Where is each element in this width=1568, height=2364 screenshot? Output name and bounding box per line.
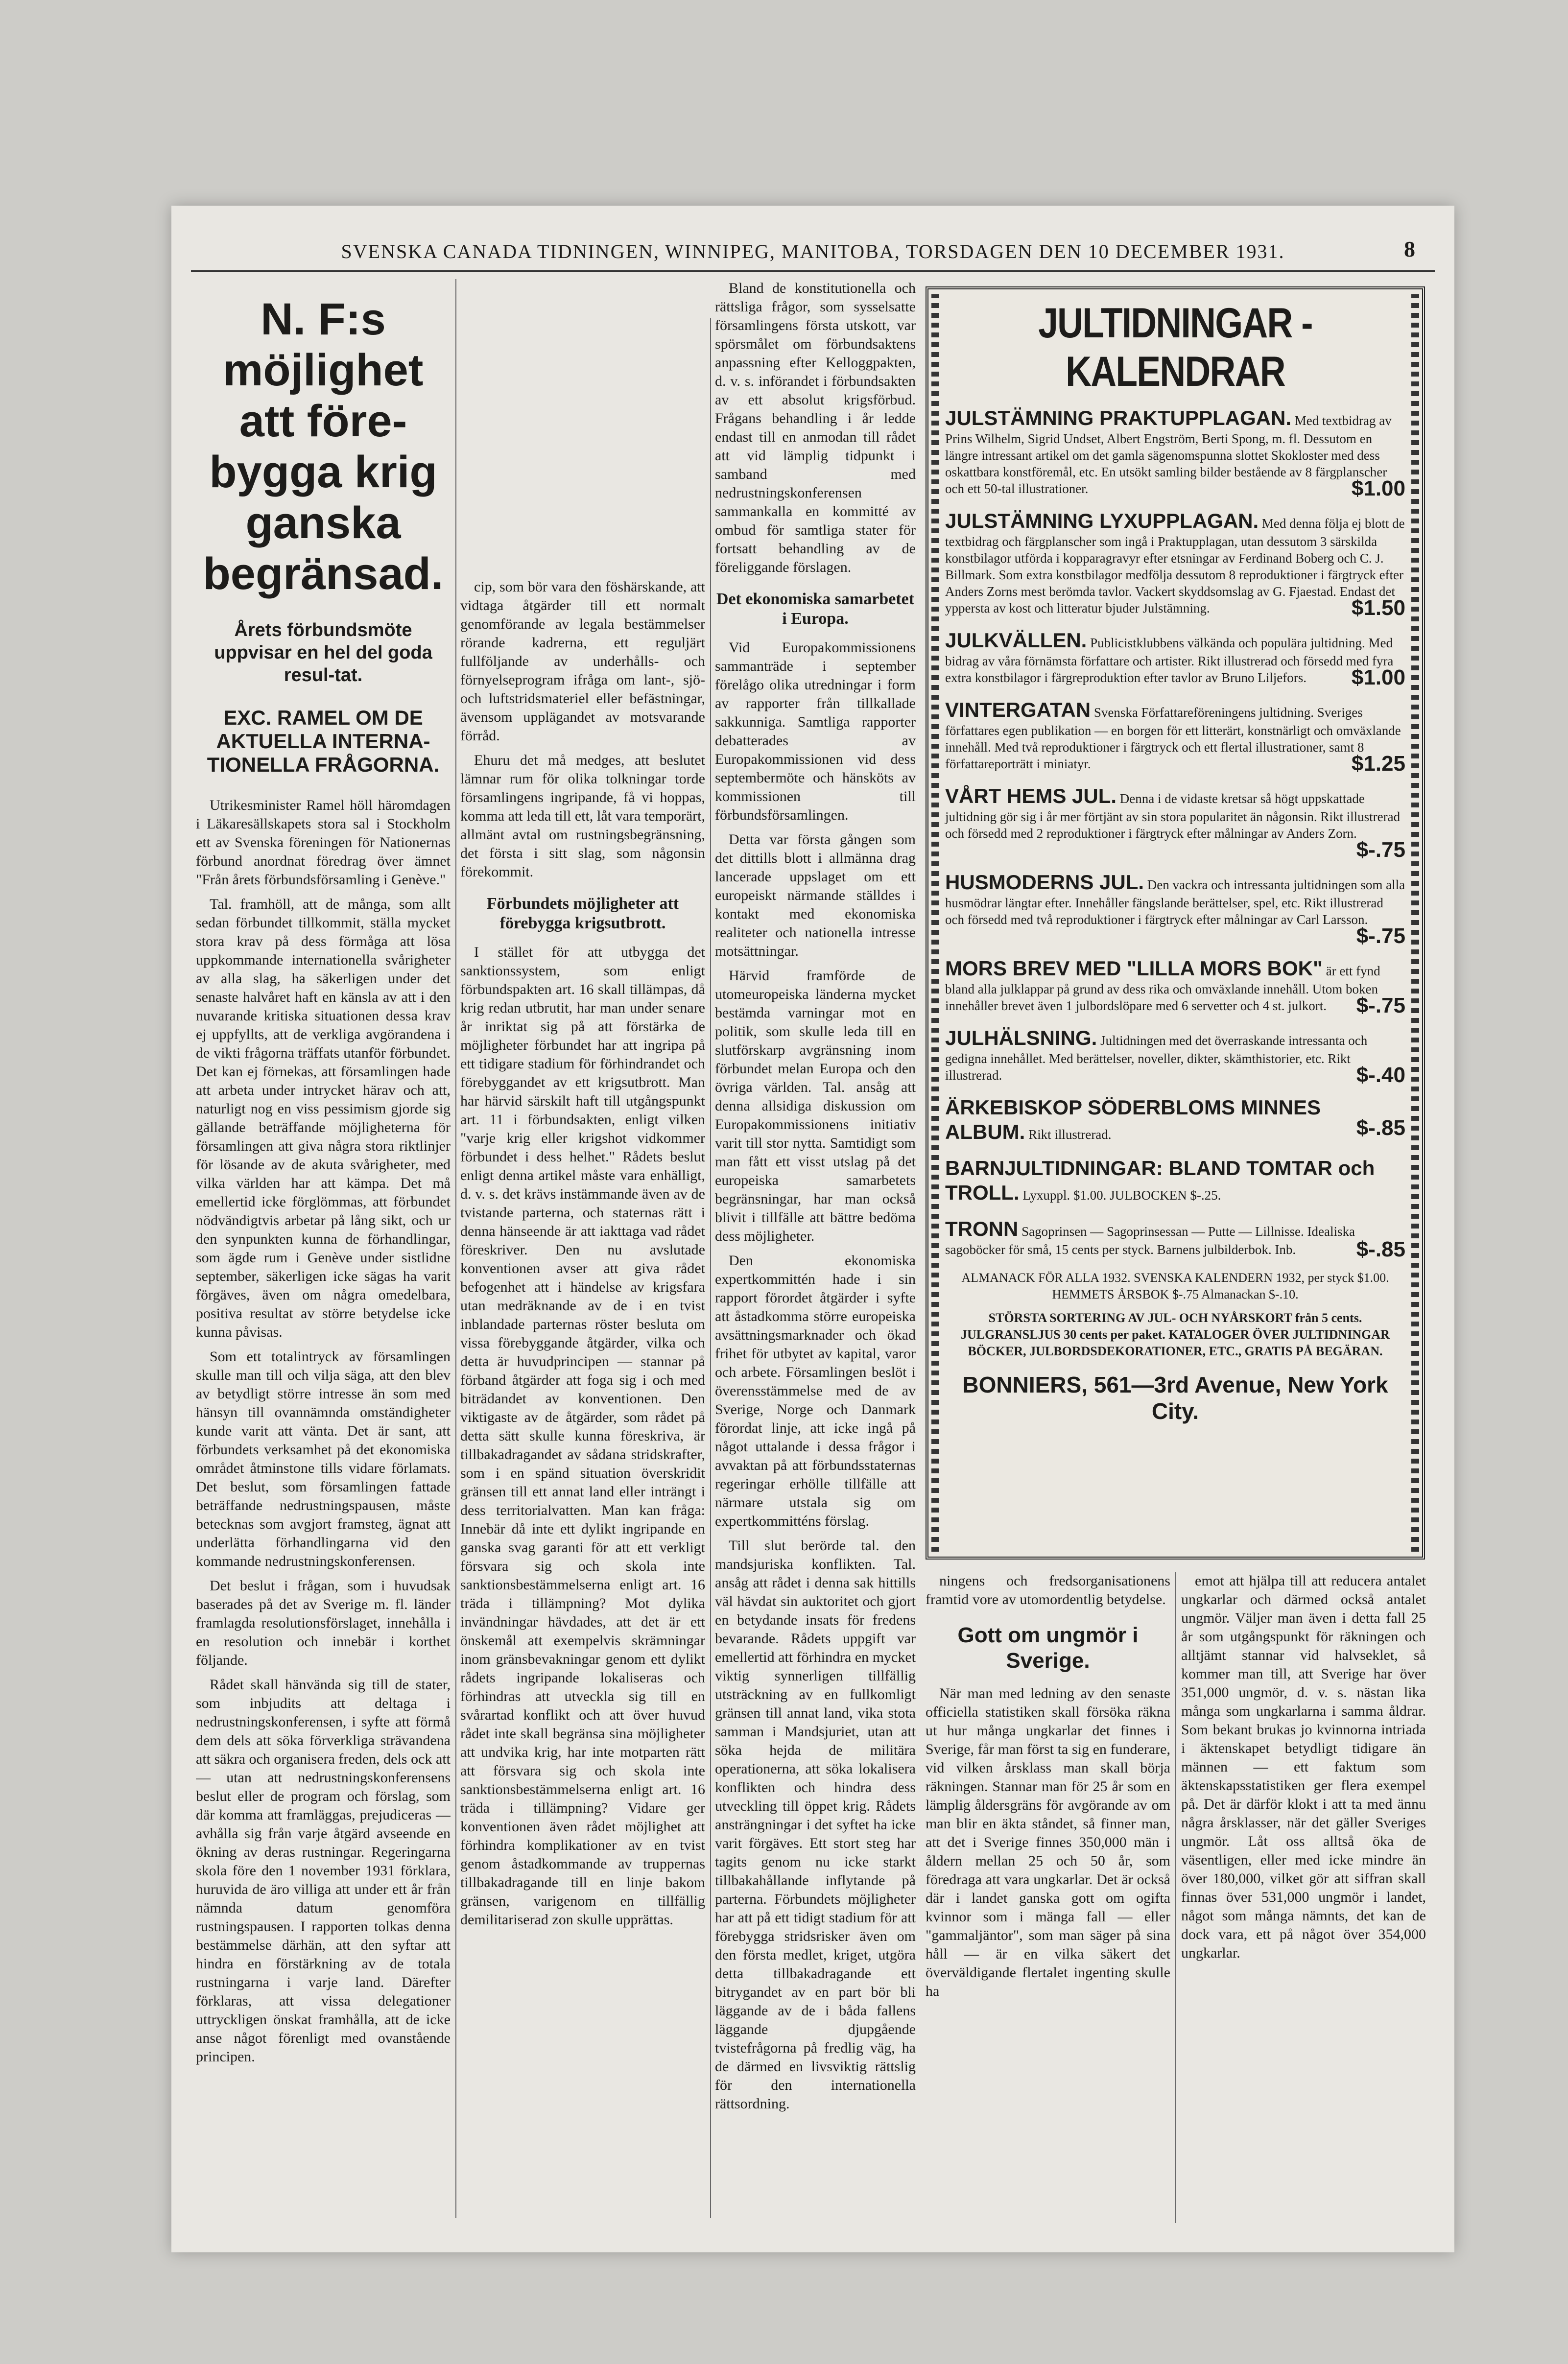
ad-item-description: Med textbidrag av Prins Wilhelm, Sigrid Undset, Albert Engström, Berti Spong, m. fl. Dessutom en längre intressant artikel om det gamla sägenomspunna slottet Skokloster med dess oskattbara konstföremål, etc. En utsökt samling bilder bestående av 8 färgplanscher och ett 50-tal illustrationer. xyxy=(945,413,1392,496)
masthead-rule xyxy=(191,270,1435,272)
ad-item-name: VINTERGATAN xyxy=(945,698,1091,721)
ad-item xyxy=(945,1095,1405,1144)
ad-title: JULTIDNINGAR - KALENDRAR xyxy=(1038,300,1312,395)
ad-item-name: JULSTÄMNING LYXUPPLAGAN. xyxy=(945,509,1259,532)
section-heading: Det ekonomiska samarbetet i Europa. xyxy=(716,590,915,628)
ad-item-name: JULKVÄLLEN. xyxy=(945,629,1087,652)
ad-footer-cards: STÖRSTA SORTERING AV JUL- OCH NYÅRSKORT från 5 cents. JULGRANSLJUS 30 cents per paket. KATALOGER ÖVER JULTIDNINGAR BÖCKER, JULBORDSDEKORATIONER, ETC., GRATIS PÅ BEGÄRAN. xyxy=(961,1311,1390,1358)
ad-item xyxy=(945,1217,1405,1261)
ad-item-price: $-.75 xyxy=(1356,924,1405,948)
paragraph: Vid Europakommissionens sammanträde i september förelågo olika utredningar i form av rapporter från tillkallade sakkunniga. Samtliga rapporter debatterades av Europakommissionen vid dess septembermöte och hänsköts av kommissionen till förbundsförsamlingen. xyxy=(715,639,916,823)
ad-item-name: JULSTÄMNING PRAKTUPPLAGAN. xyxy=(945,406,1292,429)
paragraph: emot att hjälpa till att reducera antalet ungkarlar och därmed också antalet ungmör. Väljer man även i detta fall 25 år som utgångspunkt för räkningen och alltjämt stannar vid halvseklet, så kommer man till, att Sverige har över 351,000 ungmör, d. v. s. nästan lika många som ungkarlarna i samma åldrar. Som bekant brukas jo kvinnorna intriada i äktenskapet betydligt tidigare än männen — ett faktum som äktenskapsstatistiken ger flera exempel på. Det är därför klokt i att ta med ännu några årsklasser, när det gäller Sveriges ungmör. Låt oss alltså öka de väsentligen, eller med icke mindre än över 180,000, vilket gör att siffran skall finnas över 531,000 ungmör i landet, något som många nämnts, det kan de dock vara, ett på något över 354,000 ungkarlar. xyxy=(1181,1573,1426,1961)
ad-item xyxy=(945,628,1405,689)
article-deck: Årets förbundsmöte uppvisar en hel del goda resul-tat. xyxy=(214,620,432,686)
ad-items xyxy=(945,406,1405,1261)
paragraph: Till slut berörde tal. den mandsjuriska konflikten. Tal. ansåg att rådet i denna sak hittills väl hävdat sin auktoritet och gjort en betydande insats för fredens bevarande. Rådets uppgift var emellertid att förhindra en mycket viktig synnerligen tillfällig utsträckning av en fullkomligt gränsen till annat land, vika stota samman i Mandsjuriet, utan att söka hejda de militära operationerna, att söka lokalisera konflikten och hindra dess utveckling till öppet krig. Rådets ansträngningar i det syftet ha icke varit förgäves. Ett stort steg har tagits genom nu icke starkt tillbakahållande inflytande på parterna. Förbundets möjligheter har att på ett tidigt stadium för att förebygga stridsrisker även om den första medlet, kriget, utgöra detta tillbakadragande ett bitrygandet av en part bör bli läggande av de i båda fallens läggande djupgående tvistefrågorna på fredlig väg, ha de därmed en livsviktig rättslig för den internationella rättsordning. xyxy=(715,1537,916,2112)
ad-item-name: ÄRKEBISKOP SÖDERBLOMS MINNES ALBUM. xyxy=(945,1096,1321,1143)
paragraph: ningens och fredsorganisationens framtid vore av utomordentlig betydelse. xyxy=(926,1573,1170,1608)
ad-item xyxy=(945,870,1405,948)
paragraph: Detta var första gången som det dittills blott i allmänna drag lancerade uppslaget om ett europeiskt närmande ställdes i kontakt med ekonomiska realiteter och nationella intresse motsättningar. xyxy=(715,831,916,959)
ad-item xyxy=(945,698,1405,776)
ad-item-price: $1.00 xyxy=(1351,476,1405,500)
column-divider xyxy=(455,279,456,2218)
ad-item-name: BARNJULTIDNINGAR: BLAND TOMTAR och TROLL. xyxy=(945,1157,1375,1204)
ad-item-name: TRONN xyxy=(945,1217,1019,1240)
paragraph: Rådet skall hänvända sig till de stater, som inbjudits att deltaga i nedrustningskonferensen, i syfte att förmå dem dels att söka förverkliga strävandena att säkra och organisera freden, dels ock att — utan att nedrustningskonferensens beslut eller de program och förslag, som där komma att framläggas, prejudiceras — avhålla sig från varje åtgärd avseende en ökning av deras rustningar. Regeringarna skola före den 1 november 1931 förklara, huruvida de äro villiga att under ett år från nämnda datum genomföra rustningspausen. I rapporten tolkas denna bestämmelse därhän, att den syftar att hindra en förstärkning av de totala rustningarna i varje land. Därefter förklaras, att vissa delegationer uttryckligen önskat framhålla, att de icke anse något förenligt med ovanstående principen. xyxy=(196,1677,451,2065)
ad-item-price: $1.00 xyxy=(1351,665,1405,689)
ad-publisher-address: BONNIERS, 561—3rd Avenue, New York City. xyxy=(962,1372,1388,1424)
ad-item xyxy=(945,784,1405,862)
paragraph: När man med ledning av den senaste officiella statistiken skall försöka räkna ut hur många ungkarlar det finnes i Sverige, får man först ta sig en funderare, vid vilken årsklass man skall börja räkningen. Stannar man för 25 år som en lämplig åldersgräns för avgörande av om man blir en äkta ståndet, så finner man, att det i Sverige finnes 350,000 män i åldern mellan 25 och 50 år, som föredraga att vara ungkarlar. Det är också där i landet ganska gott om ogifta kvinnor som i mänga fall — eller "gammaljäntor", som man säger på sina håll — är en vilka säkert det överväldigande flertalet ingenting skulle ha xyxy=(926,1685,1170,1999)
ad-item-name: JULHÄLSNING. xyxy=(945,1026,1097,1049)
ad-item-description: Rikt illustrerad. xyxy=(1028,1127,1112,1142)
article-subhead: EXC. RAMEL OM DE AKTUELLA INTERNA-TIONELLA FRÅGORNA. xyxy=(207,706,440,776)
ad-item-description: Svenska Författareföreningens jultidning. Sveriges författares egen publikation — en borgen för ett litterärt, konstnärligt och omväxlande innehåll. Med två reproduktioner i färgtryck och ett flertal illustrationer, samt 8 författareporträtt i miniatyr. xyxy=(945,705,1401,771)
ad-item-description: Den vackra och intressanta jultidningen som alla husmödrar längtar efter. Innehåller fängslande berättelser, spel, etc. Rikt illustrerad och försedd med två reproduktioner i färgtryck efter målningar av Carl Larsson. xyxy=(945,877,1405,927)
column-divider xyxy=(710,318,711,2218)
paragraph: Som ett totalintryck av församlingen skulle man till och vilja säga, att den blev av betydligt större intresse än som med hänsyn till ovannämnda omständigheter kunde varit att vänta. Det är sant, att förbundets verksamhet på det ekonomiska området åtminstone tills vidare förlamats. Det beslut, som församlingen fattade beträffande nedrustningspausen, måste betecknas som avgjort framsteg, ägnat att underlätta förhandlingarna vid den kommande nedrustningskonferensen. xyxy=(196,1348,451,1569)
ad-item xyxy=(945,956,1405,1017)
section-heading: Gott om ungmör i Sverige. xyxy=(957,1623,1139,1673)
ad-item-description: Jultidningen med det överraskande intressanta och gedigna innehållet. Med berättelser, noveller, dikter, skämthistorier, etc. Rikt illustrerad. xyxy=(945,1033,1368,1083)
ad-item-description: Publicistklubbens välkända och populära jultidning. Med bidrag av våra förnämsta författare och artister. Rikt illustrerad och försedd med fyra extra konstbilagor i färgreproduktion efter tavlor av Bruno Liljefors. xyxy=(945,636,1394,685)
ad-item-description: Denna i de vidaste kretsar så högt uppskattade jultidning gör sig i år mer förtjänt av sin stora popularitet än någonsin. Rikt illustrerad och försedd med 2 reproduktioner i färgtryck efter målningar av Anders Zorn. xyxy=(945,791,1401,841)
masthead: SVENSKA CANADA TIDNINGEN, WINNIPEG, MANITOBA, TORSDAGEN DEN 10 DECEMBER 1931. xyxy=(341,240,1285,262)
column-divider xyxy=(1175,1572,1176,2223)
article-headline: N. F:s möjlighet att före-bygga krig ganska begränsad. xyxy=(203,294,444,599)
ad-item-price: $-.40 xyxy=(1356,1063,1405,1087)
ad-item-name: VÅRT HEMS JUL. xyxy=(945,784,1117,807)
paragraph: Den ekonomiska expertkommittén hade i sin rapport förordet åtgärder i syfte att åstadkomma större europeiska avsättningsmarknader och ökad frihet för utbytet av kapital, varor och arbete. Församlingen beslöt i överensstämmelse med de av Sverige, Norge och Danmark förordat linje, att icke ingå på något uttalande i dessa frågor i avvaktan på att förbundsstaternas regeringar erhölle tillfälle att närmare utstala sig om expertkommitténs förslag. xyxy=(715,1253,916,1529)
ad-item-description: Lyxuppl. $1.00. JULBOCKEN $-.25. xyxy=(1022,1188,1221,1203)
newspaper-page xyxy=(171,206,1454,2252)
column-4 xyxy=(926,1572,1170,2223)
ad-item-name: MORS BREV MED "LILLA MORS BOK" xyxy=(945,957,1323,980)
page-number: 8 xyxy=(1404,236,1415,261)
ad-item xyxy=(945,1156,1405,1205)
ad-border-ornament xyxy=(931,294,939,1552)
ad-border-ornament xyxy=(1411,294,1419,1552)
paragraph: I stället för att utbygga det sanktionssystem, som enligt förbundspakten art. 16 skall tillämpas, då krig redan utbrutit, har man under senare år inriktat sig på att förstärka de möjligheter förbundet har att ingripa på ett tidigare stadium för förhindrandet och förebyggandet av ett krigsutbrott. Man har härvid särskilt haft till utgångspunkt art. 11 i förbundsakten, enligt vilken "varje krig eller krigshot vidkommer förbundet i dess helhet." Rådets beslut enligt denna artikel måste vara enhälligt, d. v. s. det krävs instämmande även av de tvistande parterna, och staternas rätt i denna hänseende är att iakttaga vad rådet föreskriver. Den nu avslutade konventionen avser att giva rådet befogenhet att i händelse av krigsfara utan medräknande av de i en tvist inblandade parternas röster besluta om vissa förebyggande åtgärder, vilka och detta är huvudprincipen — stannar på förband åtgärder att foga sig i och med biträdandet av konventionen. Den viktigaste av de åtgärder, som rådet på detta sätt skulle kunna föreskriva, är tillbakadragandet av sådana stridskrafter, som i en spänd situation överskridit gränsen till ett annat land eller inträngt i dess territorialvatten. Man kan fråga: Innebär då inte ett dylikt ingripande en ganska svag garanti för att ett verkligt försvara sig och skola inte sanktionsbestämmelserna enligt art. 16 träda i tillämpning? Mot dylika invändningar hävdades, att det är ett önskemål att exempelvis skrämningar inom gränsbevakningar genom ett dylikt rådets ingripande lokaliseras och förhindras att utveckla sig till en svårartad konflikt och att över huvud rådet inte skall begränsa sina möjligheter att undvika krig, har inte motparten rätt att försvara sig och skola inte sanktionsbestämmelserna enligt art. 16 träda i tillämpning? Vidare ger konventionen även rådet möjlighet att förhindra komplikationer av en tvist genom åstadkommande av truppernas tillbakadragande till en linje bakom gränsen, varigenom en tillfällig demilitariserad zon skulle upprättas. xyxy=(460,944,705,1928)
ad-item xyxy=(945,1026,1405,1087)
ad-item xyxy=(945,406,1405,500)
ad-item-description: Sagoprinsen — Sagoprinsessan — Putte — Lillnisse. Idealiska sagoböcker för små, 15 cents per styck. Barnens julbilderbok. Inb. xyxy=(945,1224,1355,1257)
column-3 xyxy=(715,279,916,2218)
paragraph: Ehuru det må medges, att beslutet lämnar rum för olika tolkningar torde församlingens ingripande, få vi hoppas, komma att leda till ett, låt vara temporärt, allmänt avtal om rustningsbegränsning, det första i sitt slag, som någonsin förekommit. xyxy=(460,752,705,880)
ad-item-name: HUSMODERNS JUL. xyxy=(945,871,1144,894)
paragraph: Bland de konstitutionella och rättsliga frågor, som sysselsatte församlingens första utskott, var spörsmålet om förbundsaktens anpassning efter Kelloggpakten, d. v. s. införandet i förbundsakten av ett absolut krigsförbud. Frågans behandling i år ledde endast till en anmodan till rådet att vid lämplig tidpunkt i samband med nedrustningskonferensen sammankalla en kommitté av ombud för samtliga stater för fortsatt behandling av de föreliggande förslagen. xyxy=(715,280,916,575)
ad-item-description: är ett fynd bland alla julklappar på grund av dess rika och omväxlande innehåll. Utom boken innehåller brevet även 1 julbordslöpare med 6 servetter och 4 st. julkort. xyxy=(945,964,1380,1013)
ad-item-description: Med denna följa ej blott de textbidrag och färgplanscher som ingå i Praktupplagan, utan dessutom 3 särskilda konstbilagor utförda i kopparagravyr efter etsningar av Ferdinand Boberg och C. J. Billmark. Som extra konstbilagor medfölja dessutom 8 reproduktioner i färgtryck efter Anders Zorns mest berömda tavlor. Vackert skyddsomslag av G. Fjaestad. Endast det yppersta av kost och litteratur bjuder Julstämning. xyxy=(945,516,1405,615)
ad-item-price: $-.75 xyxy=(1356,993,1405,1017)
ad-item-price: $1.50 xyxy=(1351,596,1405,620)
column-5 xyxy=(1181,1572,1426,2223)
ad-footer-almanack: ALMANACK FÖR ALLA 1932. SVENSKA KALENDERN 1932, per styck $1.00. HEMMETS ÅRSBOK $-.75 Almanackan $-.10. xyxy=(961,1271,1389,1301)
paragraph: cip, som bör vara den föshärskande, att vidtaga åtgärder till ett normalt genomförande av legala bestämmelser rörande kadrerna, ett reguljärt fullföljande av underhålls- och förnyelseprogram ifråga om lant-, sjö- och luftstridsmateriel eller befästningar, ävensom upplägandet av motsvarande förråd. xyxy=(460,579,705,744)
ad-item-price: $-.85 xyxy=(1356,1237,1405,1261)
column-2 xyxy=(460,578,705,2218)
section-heading: Förbundets möjligheter att förebygga krigsutbrott. xyxy=(486,895,679,932)
ad-item-price: $1.25 xyxy=(1351,752,1405,776)
paragraph: Härvid framförde de utomeuropeiska länderna mycket bestämda varningar mot en politik, som skulle leda till en slutförskarp avgränsning inom förbundet melan Europa och den övriga världen. Tal. ansåg att denna allsidiga diskussion om Europakommissionens initiativ varit till stor nytta. Samtidigt som man fått ett visst utslag på det europeiska samarbetets begränsningar, har man också blivit i tillfälle att bättre bedöma dess möjligheter. xyxy=(715,968,916,1244)
advertisement-box xyxy=(926,286,1425,1560)
paragraph: Det beslut i frågan, som i huvudsak baserades på det av Sverige m. fl. länder framlagda resolutionsförslaget, innehålla i en resolution och innebär i korthet följande. xyxy=(196,1578,451,1668)
paragraph: Tal. framhöll, att de många, som allt sedan förbundet tillkommit, ställa mycket stora krav på dess förmåga att lösa uppkommande internationella svårigheter av alla slag, ha säkerligen under det senaste halvåret haft en känsla av att i den nuvarande kritiska situationen dessa krav ej uppfyllts, att de verkliga avgörandena i de vikti frågorna träffats utanför förbundet. Det kan ej förnekas, att församlingen hade att arbeta under intrycket härav och att, naturligt nog en viss pessimism gjorde sig gällande beträffande möjligheterna för församlingen att giva några stora riktlinjer för lösande av de akuta svårigheter, med vilka världen har att kämpa. Det må emellertid icke förglömmas, att förbundet nödvändigtvis arbetar på lång sikt, och ur den synpunkten kunna de förhandlingar, som ägde rum i Genève under sistlidne september, säkerligen icke sägas ha varit förgäves, även om några omedelbara, positiva resultat av större betydelse icke kunna påvisas. xyxy=(196,896,451,1340)
ad-item xyxy=(945,509,1405,620)
ad-item-price: $-.85 xyxy=(1356,1116,1405,1140)
paragraph: Utrikesminister Ramel höll häromdagen i Läkaresällskapets stora sal i Stockholm ett av Svenska föreningen för Nationernas förbund anordnat föredrag över ämnet "Från årets förbundsförsamling i Genève." xyxy=(196,797,451,888)
ad-item-price: $-.75 xyxy=(1356,838,1405,862)
column-1 xyxy=(196,279,451,2218)
